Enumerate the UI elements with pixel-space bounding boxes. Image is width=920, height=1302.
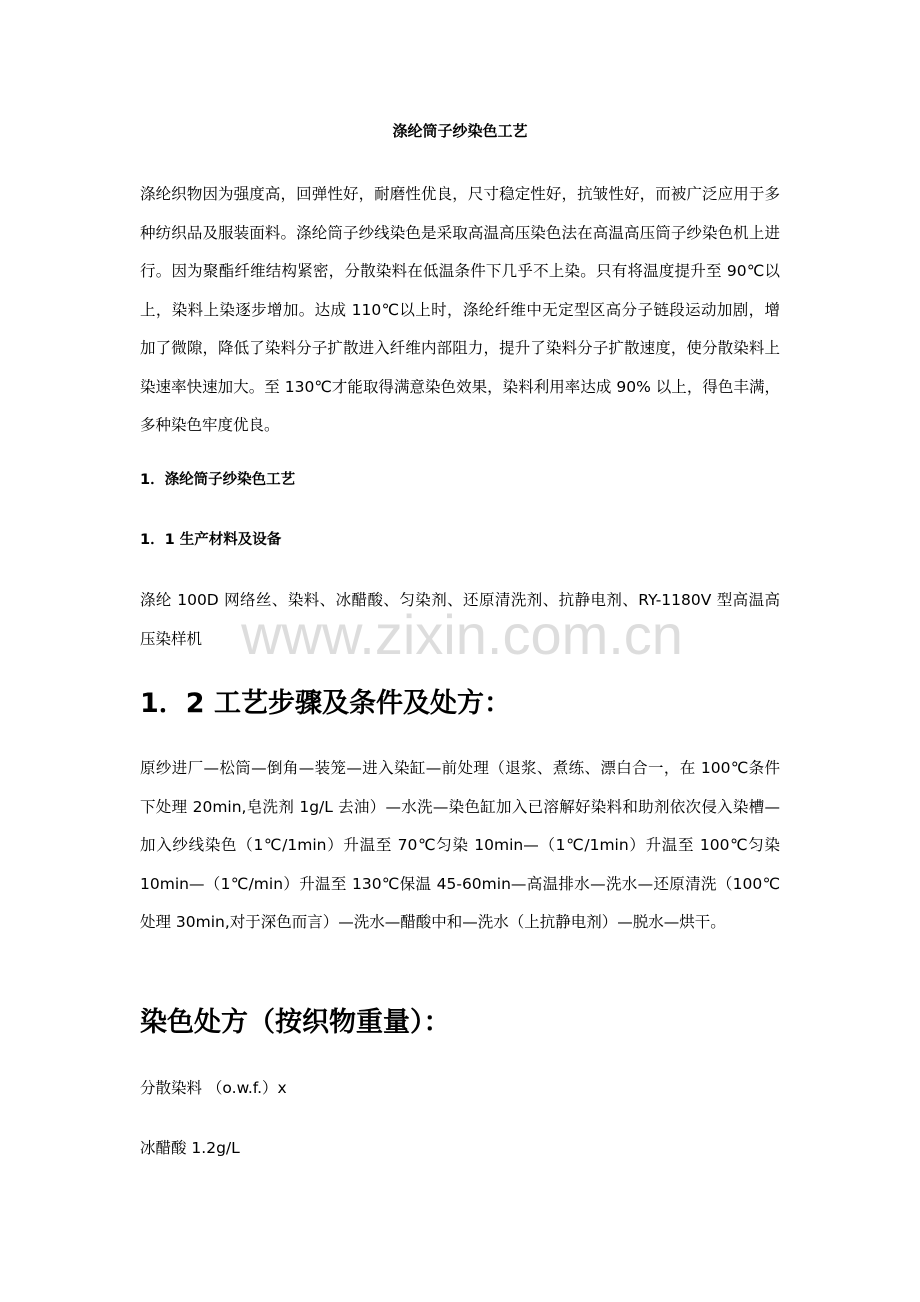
section-1-heading: 1．涤纶筒子纱染色工艺 bbox=[140, 472, 296, 488]
document-title: 涤纶筒子纱染色工艺 bbox=[392, 122, 528, 140]
recipe-item: 冰醋酸 1.2g/L bbox=[140, 1139, 240, 1157]
recipe-heading: 染色处方（按织物重量）： bbox=[140, 1007, 451, 1038]
section-1-2-body: 原纱进厂—松筒—倒角—装笼—进入染缸—前处理（退浆、煮练、漂白合一，在 100℃条件下处理 20min,皂洗剂 1g/L 去油）—水洗—染色缸加入已溶解好染料和助剂依次侵入染槽—加入纱线染色（1℃/1min）升温至 70℃匀染 10min—（1℃/1min）升温至 100℃匀染 10min—（1℃/min）升温至 130℃保温 45-60min—高温排水—洗水—还原清洗（100℃处理 30min,对于深色而言）—洗水—醋酸中和—洗水（上抗静电剂）—脱水—烘干。 bbox=[140, 759, 780, 931]
section-1-1-heading: 1．1 生产材料及设备 bbox=[140, 532, 282, 548]
section-1-2-heading: 1．2 工艺步骤及条件及处方： bbox=[140, 688, 511, 719]
intro-paragraph: 涤纶织物因为强度高，回弹性好，耐磨性优良，尺寸稳定性好，抗皱性好，而被广泛应用于多种纺织品及服装面料。涤纶筒子纱线染色是采取高温高压染色法在高温高压筒子纱染色机上进行。因为聚酯纤维结构紧密，分散染料在低温条件下几乎不上染。只有将温度提升至 90℃以上，染料上染逐步增加。达成 110℃以上时，涤纶纤维中无定型区高分子链段运动加剧，增加了微隙，降低了染料分子扩散进入纤维内部阻力，提升了染料分子扩散速度，使分散染料上染速率快速加大。至 130℃才能取得满意染色效果，染料利用率达成 90% 以上，得色丰满，多种染色牢度优良。 bbox=[140, 185, 780, 434]
section-1-1-body: 涤纶 100D 网络丝、染料、冰醋酸、匀染剂、还原清洗剂、抗静电剂、RY-1180V 型高温高压染样机 bbox=[140, 591, 780, 648]
recipe-item: 分散染料 （o.w.f.）x bbox=[140, 1079, 287, 1097]
watermark-text: www.zixin.com.cn bbox=[241, 603, 683, 666]
